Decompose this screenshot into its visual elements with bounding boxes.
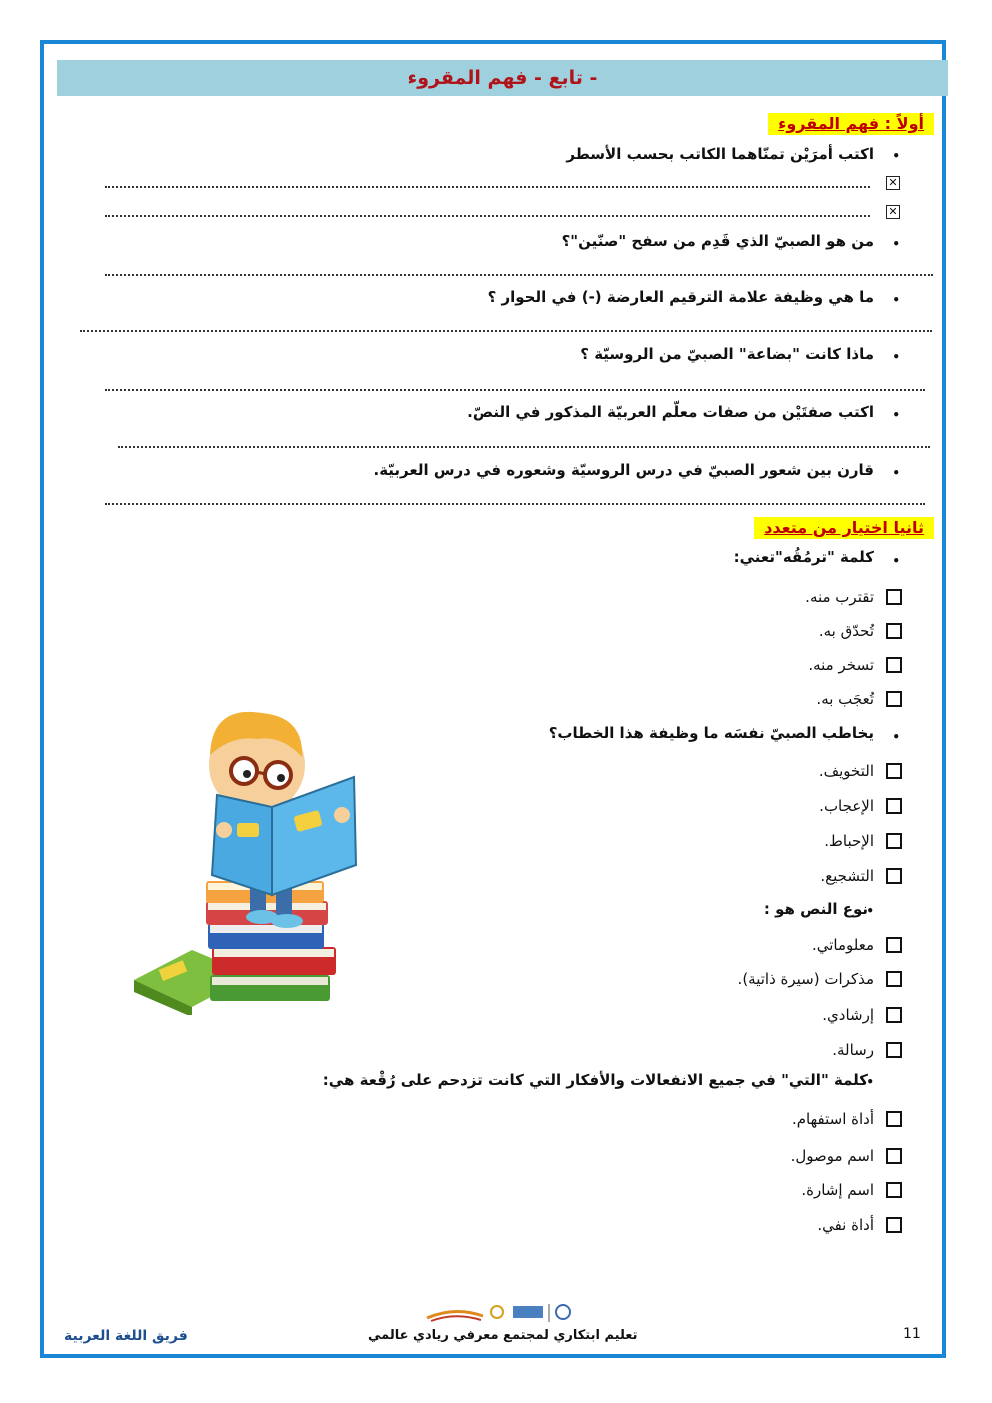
mc4-option-3: اسم إشارة.: [801, 1181, 874, 1199]
checkbox[interactable]: [886, 937, 902, 953]
checkbox[interactable]: [886, 1007, 902, 1023]
question-4: ماذا كانت "بضاعة" الصبيّ من الروسيّة ؟: [580, 345, 874, 363]
mc2-option-3: الإحباط.: [824, 832, 874, 850]
mc1-option-1: تقترب منه.: [805, 588, 874, 606]
mc3-option-1: معلوماتي.: [811, 936, 874, 954]
books-stack-icon: [134, 881, 336, 1015]
question-2: من هو الصبيّ الذي قَدِم من سفح "صنّين"؟: [561, 232, 874, 250]
answer-line[interactable]: [105, 186, 870, 188]
checkbox[interactable]: [886, 1042, 902, 1058]
checkbox[interactable]: [886, 691, 902, 707]
mc-question-3: نوع النص هو :: [763, 900, 868, 918]
bullet: •: [892, 149, 900, 163]
section2-heading: ثانيا اختيار من متعدد: [754, 517, 934, 539]
checkbox[interactable]: [886, 1217, 902, 1233]
mc-question-2: يخاطب الصبيّ نفسَه ما وظيفة هذا الخطاب؟: [548, 724, 874, 742]
answer-line[interactable]: [105, 389, 925, 391]
bullet: •: [866, 904, 874, 918]
mc4-option-4: أداة نفي.: [817, 1216, 874, 1234]
bullet: •: [892, 350, 900, 364]
checkbox[interactable]: [886, 833, 902, 849]
answer-line[interactable]: [105, 503, 925, 505]
question-1: اكتب أمرَيْن تمنّاهما الكاتب بحسب الأسطر: [566, 145, 874, 163]
mc1-option-4: تُعجَب به.: [816, 690, 874, 708]
checkbox[interactable]: [886, 1111, 902, 1127]
footer-slogan: تعليم ابتكاري لمجتمع معرفي ريادي عالمي: [368, 1328, 638, 1343]
checkbox[interactable]: [886, 1148, 902, 1164]
child-reading-books-illustration: [132, 695, 372, 1015]
footer-logos-icon: [425, 1302, 585, 1324]
footer-team: فريق اللغة العربية: [64, 1328, 188, 1344]
mc2-option-2: الإعجاب.: [819, 797, 874, 815]
mc3-option-4: رسالة.: [832, 1041, 874, 1059]
mc4-option-2: اسم موصول.: [790, 1147, 874, 1165]
mc-question-1: كلمة "ترمُقُه"تعني:: [733, 548, 874, 566]
checkbox[interactable]: [886, 1182, 902, 1198]
bullet: •: [892, 408, 900, 422]
answer-line[interactable]: [105, 215, 870, 217]
mc3-option-2: مذكرات (سيرة ذاتية).: [737, 970, 874, 988]
mc4-option-1: أداة استفهام.: [791, 1110, 874, 1128]
answer-line[interactable]: [118, 446, 930, 448]
checkbox[interactable]: [886, 623, 902, 639]
section1-heading: أولاً : فهم المقروء: [768, 113, 934, 135]
page-title: تابع - فهم المقروء -: [57, 60, 948, 96]
checkbox[interactable]: [886, 763, 902, 779]
bullet: •: [892, 466, 900, 480]
x-box-icon: ✕: [886, 176, 900, 190]
bullet: •: [892, 293, 900, 307]
bullet: •: [892, 730, 900, 744]
mc2-option-4: التشجيع.: [820, 867, 874, 885]
mc3-option-3: إرشادي.: [822, 1006, 874, 1024]
checkbox[interactable]: [886, 798, 902, 814]
checkbox[interactable]: [886, 868, 902, 884]
question-5: اكتب صفتَيْن من صفات معلّم العربيّة المذكور في النصّ.: [467, 403, 874, 421]
mc1-option-3: تسخر منه.: [808, 656, 874, 674]
bullet: •: [866, 1075, 874, 1089]
answer-line[interactable]: [105, 274, 933, 276]
checkbox[interactable]: [886, 589, 902, 605]
answer-line[interactable]: [80, 330, 932, 332]
mc-question-4: كلمة "التي" في جميع الانفعالات والأفكار التي كانت تزدحم على رُقْعة هي:: [322, 1071, 868, 1089]
checkbox[interactable]: [886, 971, 902, 987]
bullet: •: [892, 554, 900, 568]
question-6: قارن بين شعور الصبيّ في درس الروسيّة وشعوره في درس العربيّة.: [373, 461, 874, 479]
mc2-option-1: التخويف.: [818, 762, 874, 780]
question-3: ما هي وظيفة علامة الترقيم العارضة (-) في الحوار ؟: [487, 288, 874, 306]
bullet: •: [892, 237, 900, 251]
checkbox[interactable]: [886, 657, 902, 673]
x-box-icon: ✕: [886, 205, 900, 219]
mc1-option-2: تُحدّق به.: [818, 622, 874, 640]
page-number: 11: [903, 1326, 921, 1342]
